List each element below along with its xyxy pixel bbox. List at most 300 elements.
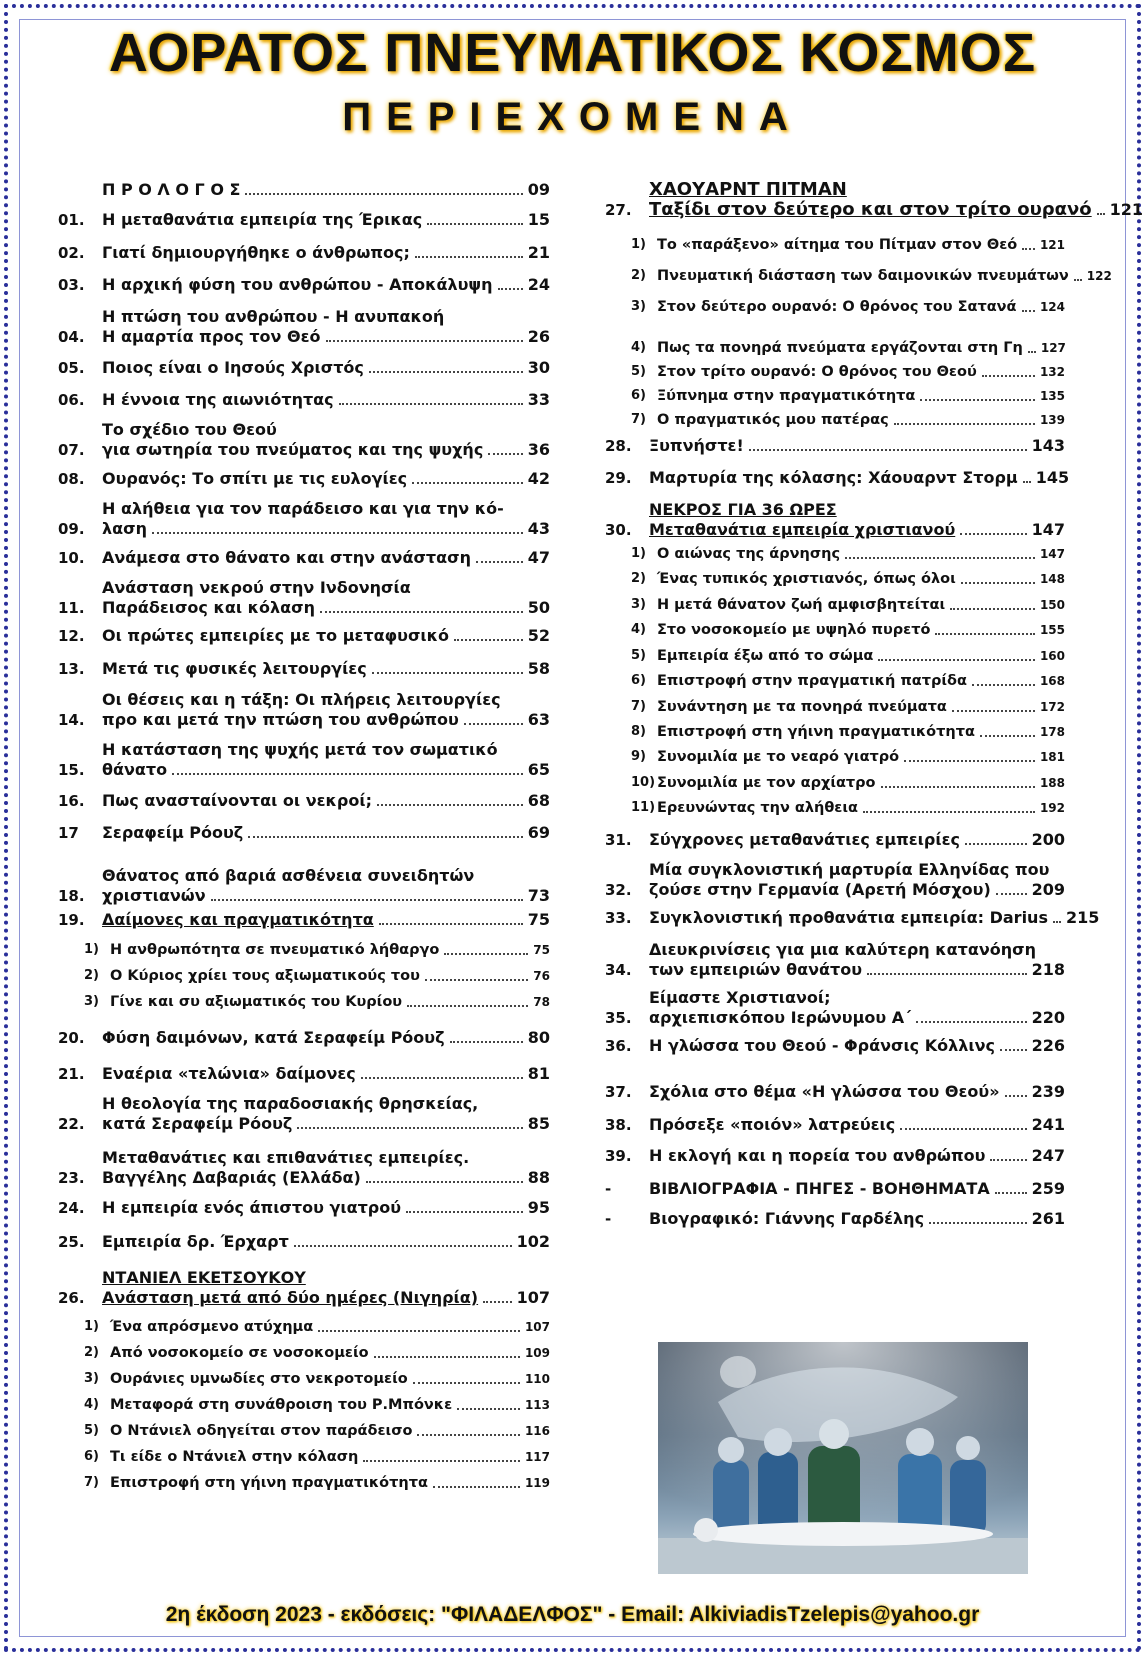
toc-entry-title: Η αρχική φύση του ανθρώπου - Αποκάλυψη [102,275,493,294]
toc-entry [605,1179,1065,1199]
toc-entry-line [110,1447,550,1467]
toc-entry [605,697,1065,717]
toc-entry-line [657,798,1065,818]
toc-entry-line [657,362,1065,382]
toc-entry [58,1198,550,1218]
toc-entry-body [102,469,550,489]
dot-leader [749,449,1027,451]
toc-entry-body [102,420,550,460]
toc-entry [58,499,550,539]
toc-entry [605,620,1065,640]
toc-entry-number: 2) [631,571,646,586]
toc-entry-line [102,440,550,460]
toc-entry-page: 110 [524,1372,550,1386]
toc-entry-body [110,1473,550,1493]
toc-entry-body [102,1094,550,1134]
toc-entry [605,595,1065,615]
toc-entry-line [102,1094,550,1114]
toc-entry-title: ζούσε στην Γερμανία (Αρετή Μόσχου) [649,880,991,899]
toc-entry-title: Ξυπνήστε! [649,436,744,455]
dot-leader [1028,351,1036,353]
toc-entry-title: Σχόλια στο θέμα «Η γλώσσα του Θεού» [649,1082,1000,1101]
toc-entry-body [110,992,550,1012]
toc-entry-line [102,791,550,811]
toc-entry-number: 6) [631,673,646,688]
toc-entry-line [649,1008,1065,1028]
dot-leader [960,533,1026,535]
toc-entry-title: Η εκλογή και η πορεία του ανθρώπου [649,1146,986,1165]
toc-entry-number: - [605,1210,612,1228]
toc-entry-number: 36. [605,1037,632,1055]
toc-entry [605,908,1100,928]
toc-entry-page: 116 [524,1424,550,1438]
toc-entry-page: 09 [527,180,550,199]
toc-entry-line [657,544,1065,564]
toc-entry-line [657,646,1065,666]
toc-entry-number: 26. [58,1289,85,1307]
toc-entry-title: Ξύπνημα στην πραγματικότητα [657,388,916,404]
toc-entry-page: 261 [1031,1209,1065,1228]
toc-entry-body [657,595,1065,615]
dot-leader [1005,1095,1027,1097]
toc-entry-title: Βιογραφικό: Γιάννης Γαρδέλης [649,1209,925,1228]
toc-entry-line [102,210,550,230]
toc-entry-body [102,866,550,906]
toc-entry-number: 2) [631,268,646,283]
toc-entry-body [657,671,1065,691]
toc-entry-line [657,747,1065,767]
toc-entry-title: των εμπειριών θανάτου [649,960,863,979]
toc-entry [605,362,1065,382]
toc-entry-number: 14. [58,711,85,729]
toc-entry-number: 10. [58,549,85,567]
toc-entry-line [102,740,550,760]
toc-entry-title: Δαίμονες και πραγματικότητα [102,910,374,929]
dot-leader [990,1159,1026,1161]
toc-entry-body [657,338,1065,358]
toc-entry-title: Η εμπειρία ενός άπιστου γιατρού [102,1198,402,1217]
dot-leader [476,561,523,563]
toc-entry-number: 19. [58,911,85,929]
toc-entry-title: Συνομιλία με το νεαρό γιατρό [657,749,900,765]
dot-leader [950,608,1035,610]
toc-entry-title: Το σχέδιο του Θεού [102,420,277,439]
dot-leader [878,659,1035,661]
toc-entry-line [102,1148,550,1168]
toc-entry-line [657,386,1065,406]
toc-entry-number: 13. [58,660,85,678]
toc-entry-page: 69 [527,823,550,842]
toc-entry-line [649,1115,1065,1135]
toc-entry-title: Η έννοια της αιωνιότητας [102,390,334,409]
toc-entry-page: 247 [1031,1146,1065,1165]
toc-entry-line [657,595,1065,615]
toc-entry-body [649,1146,1065,1166]
toc-entry-number: 27. [605,201,632,219]
toc-entry-line [102,1232,550,1252]
toc-entry-title: Στο νοσοκομείο με υψηλό πυρετό [657,622,931,638]
toc-entry-line [649,500,1065,520]
toc-entry-body [110,1317,550,1337]
toc-entry [605,798,1065,818]
toc-entry-title: Η μεταθανάτια εμπειρία της Έρικας [102,210,423,229]
toc-entry-body [657,620,1065,640]
toc-entry-title: Γίνε και συ αξιωματικός του Κυρίου [110,994,403,1010]
toc-entry-number: 09. [58,520,85,538]
toc-entry [605,544,1065,564]
dot-leader [1000,1049,1027,1051]
toc-entry-body [649,1115,1065,1135]
toc-entry-body [657,235,1065,255]
dot-leader [916,1021,1026,1023]
toc-entry-number: 04. [58,328,85,346]
toc-entry-body [102,626,550,646]
toc-entry-body [110,940,550,960]
toc-entry-line [657,620,1065,640]
toc-entry-page: 95 [527,1198,550,1217]
toc-entry-line [649,436,1065,456]
toc-entry-title: Ο αιώνας της άρνησης [657,546,841,562]
toc-entry-title: Σεραφείμ Ρόουζ [102,823,244,842]
toc-entry-page: 150 [1039,598,1065,612]
toc-entry-page: 58 [527,659,550,678]
toc-entry-body [657,362,1065,382]
toc-entry-number: 3) [631,299,646,314]
dot-leader [318,1330,520,1332]
toc-entry-line [110,1473,550,1493]
toc-entry-line [649,1209,1065,1229]
toc-entry-line [102,866,550,886]
toc-entry-line [102,275,550,295]
dot-leader [369,371,523,373]
toc-entry [58,690,550,730]
dot-leader [248,836,522,838]
toc-entry-body [102,180,550,200]
toc-entry-line [102,1028,550,1048]
toc-entry-page: 24 [527,275,550,294]
toc-entry-title: Συνάντηση με τα πονηρά πνεύματα [657,699,947,715]
toc-entry-page: 181 [1039,750,1065,764]
toc-entry-title: Μεταθανάτια εμπειρία χριστιανού [649,520,956,539]
toc-entry [605,235,1065,255]
toc-entry-page: 47 [527,548,550,567]
toc-entry [605,830,1065,850]
toc-entry-body [102,1148,550,1188]
toc-entry-title: Εναέρια «τελώνια» δαίμονες [102,1064,356,1083]
toc-entry-number: 3) [84,994,99,1009]
toc-entry-number: 7) [631,412,646,427]
toc-entry-page: 132 [1039,365,1065,379]
toc-entry-body [110,966,550,986]
toc-entry [605,940,1065,980]
toc-entry [58,307,550,347]
toc-entry-line [649,1146,1065,1166]
toc-entry-number: 35. [605,1009,632,1027]
toc-entry [58,578,550,618]
toc-entry-body [649,179,1144,220]
toc-entry [605,410,1065,430]
dot-leader [498,288,523,290]
toc-entry-number: 39. [605,1147,632,1165]
toc-entry-page: 135 [1039,389,1065,403]
toc-entry [58,1064,550,1084]
toc-entry-page: 65 [527,760,550,779]
toc-entry-line [657,722,1065,742]
toc-entry-body [657,798,1065,818]
dot-leader [377,804,523,806]
toc-entry-page: 192 [1039,801,1065,815]
toc-entry-title: για σωτηρία του πνεύματος και της ψυχής [102,440,484,459]
dot-leader [339,403,523,405]
toc-entry [605,988,1065,1028]
toc-entry-body [102,210,550,230]
toc-entry [58,992,550,1012]
toc-entry-number: 15. [58,761,85,779]
toc-entry-body [110,1395,550,1415]
toc-entry [58,910,550,930]
toc-entry-page: 172 [1039,700,1065,714]
toc-entry-title: Μαρτυρία της κόλασης: Χάουαρντ Στορμ [649,468,1018,487]
dot-leader [982,375,1035,377]
toc-entry-page: 80 [527,1028,550,1047]
toc-entry-title: Οι πρώτες εμπειρίες με το μεταφυσικό [102,626,449,645]
toc-entry-title: Μετά τις φυσικές λειτουργίες [102,659,367,678]
dot-leader [379,923,523,925]
toc-entry [605,266,1112,286]
toc-entry-page: 209 [1031,880,1065,899]
toc-entry-title: Επιστροφή στην πραγματική πατρίδα [657,673,967,689]
toc-entry [58,1148,550,1188]
toc-entry-page: 50 [527,598,550,617]
toc-entry-title: Στον τρίτο ουρανό: Ο θρόνος του Θεού [657,364,977,380]
toc-entry-line [657,569,1065,589]
toc-entry-title: Η αμαρτία προς τον Θεό [102,327,321,346]
toc-entry-title: Η ανθρωπότητα σε πνευματικό λήθαργο [110,942,440,958]
toc-entry-line [657,410,1065,430]
toc-entry-line [649,940,1065,960]
toc-entry-body [649,988,1065,1028]
toc-entry-page: 145 [1035,468,1070,487]
toc-entry-title: ΒΙΒΛΙΟΓΡΑΦΙΑ - ΠΗΓΕΣ - ΒΟΗΘΗΜΑΤΑ [649,1179,990,1198]
toc-entry-number: 37. [605,1083,632,1101]
dot-leader [900,1128,1026,1130]
toc-entry-body [649,908,1100,928]
toc-entry-page: 42 [527,469,550,488]
toc-entry-line [110,992,550,1012]
toc-entry-number: 6) [84,1449,99,1464]
toc-entry-line [657,697,1065,717]
toc-entry-title: Πρόσεξε «ποιόν» λατρεύεις [649,1115,896,1134]
dot-leader [245,193,522,195]
toc-entry-page: 160 [1039,649,1065,663]
toc-entry-number: 4) [631,340,646,355]
toc-entry-number: 10) [631,775,656,790]
cover-illustration [658,1342,1028,1574]
toc-entry-title: Π Ρ Ο Λ Ο Γ Ο Σ [102,180,241,199]
toc-entry-page: 220 [1031,1008,1065,1027]
toc-entry-title: Εμπειρία δρ. Έρχαρτ [102,1232,289,1251]
toc-entry-line [649,468,1070,488]
toc-entry-body [657,646,1065,666]
toc-entry [58,548,550,568]
toc-entry-line [102,548,550,568]
dot-leader [425,979,528,981]
toc-entry-page: 43 [527,519,550,538]
toc-entry [605,386,1065,406]
toc-entry [58,1268,550,1308]
toc-entry [58,1343,550,1363]
toc-entry-line [102,1114,550,1134]
dot-leader [845,557,1035,559]
toc-entry-title: Πως ανασταίνονται οι νεκροί; [102,791,372,810]
toc-entry-body [657,544,1065,564]
toc-entry-title: Ταξίδι στον δεύτερο και στον τρίτο ουρανό [649,199,1092,220]
toc-entry-title: Από νοσοκομείο σε νοσοκομείο [110,1345,369,1361]
toc-entry [58,1473,550,1493]
dot-leader [894,423,1035,425]
toc-entry [58,823,550,843]
toc-entry-line [657,338,1065,358]
toc-entry [58,358,550,378]
toc-entry-body [657,569,1065,589]
toc-entry-body [102,690,550,730]
toc-entry-page: 119 [524,1476,550,1490]
dot-leader [483,1301,512,1303]
toc-entry-page: 68 [527,791,550,810]
toc-entry-page: 218 [1031,960,1065,979]
toc-entry-title: Μεταφορά στη συνάθροιση του Ρ.Μπόνκε [110,1397,453,1413]
toc-entry-title: Μεταθανάτιες και επιθανάτιες εμπειρίες. [102,1148,470,1167]
toc-entry-title: θάνατο [102,760,168,779]
toc-entry-line [102,1064,550,1084]
toc-entry-body [657,747,1065,767]
toc-entry-body [649,1209,1065,1229]
dot-leader [433,1486,520,1488]
toc-entry-number: 32. [605,881,632,899]
toc-entry-title: ΝΕΚΡΟΣ ΓΙΑ 36 ΩΡΕΣ [649,500,837,519]
toc-entry-number: 3) [631,597,646,612]
toc-entry [605,1209,1065,1229]
toc-entry-page: 117 [524,1450,550,1464]
toc-entry-body [110,1421,550,1441]
dot-leader [952,710,1035,712]
toc-entry-number: 25. [58,1233,85,1251]
toc-entry-page: 88 [527,1168,550,1187]
toc-entry-number: 4) [84,1397,99,1412]
toc-entry-title: Επιστροφή στη γήινη πραγματικότητα [110,1475,428,1491]
toc-entry-body [102,1198,550,1218]
toc-entry [605,436,1065,456]
dot-leader [406,1211,523,1213]
toc-entry-number: 29. [605,469,632,487]
toc-entry-title: χριστιανών [102,886,206,905]
toc-entry-line [657,773,1065,793]
toc-entry-body [102,578,550,618]
toc-entry-number: 7) [631,699,646,714]
toc-entry-body [657,410,1065,430]
toc-entry-number: - [605,1180,612,1198]
toc-entry-page: 127 [1040,341,1066,355]
toc-entry-page: 81 [527,1064,550,1083]
toc-entry-title: Στον δεύτερο ουρανό: Ο θρόνος του Σατανά [657,299,1017,315]
toc-entry [58,1028,550,1048]
toc-entry [58,866,550,906]
toc-entry-number: 08. [58,470,85,488]
toc-entry-title: Ανάσταση νεκρού στην Ινδονησία [102,578,411,597]
page-title: ΑΟΡΑΤΟΣ ΠΝΕΥΜΑΤΙΚΟΣ ΚΟΣΜΟΣ [108,23,1037,83]
toc-entry-page: 85 [527,1114,550,1133]
toc-entry-number: 11. [58,599,85,617]
toc-entry-line [102,886,550,906]
toc-entry-line [110,1395,550,1415]
toc-entry-page: 147 [1031,520,1065,539]
dot-leader [867,973,1027,975]
toc-entry-line [649,960,1065,980]
toc-entry-title: Ανάσταση μετά από δύο ημέρες (Νιγηρία) [102,1288,479,1307]
dot-leader [363,1460,520,1462]
toc-entry-title: Βαγγέλης Δαβαριάς (Ελλάδα) [102,1168,361,1187]
toc-entry-number: 33. [605,909,632,927]
toc-entry-body [102,791,550,811]
toc-entry [58,791,550,811]
toc-entry-number: 4) [631,622,646,637]
toc-entry-page: 75 [533,943,550,957]
toc-entry-line [102,1288,550,1308]
toc-entry-line [102,420,550,440]
toc-entry [58,940,550,960]
toc-entry-page: 33 [527,390,550,409]
toc-entry-title: Ουράνιες υμνωδίες στο νεκροτομείο [110,1371,408,1387]
dot-leader [935,633,1034,635]
toc-entry [58,659,550,679]
toc-entry-number: 03. [58,276,85,294]
dot-leader [863,811,1035,813]
dot-leader [427,223,523,225]
toc-entry [58,210,550,230]
toc-entry-title: Ανάμεσα στο θάνατο και στην ανάσταση [102,548,471,567]
toc-entry-body [657,697,1065,717]
toc-entry-line [649,1036,1065,1056]
toc-entry-page: 121 [1039,238,1065,252]
toc-entry-title: αρχιεπισκόπου Ιερώνυμου Α΄ [649,1008,912,1027]
dot-leader [881,786,1035,788]
toc-entry-page: 124 [1039,300,1065,314]
dot-leader [1022,248,1035,250]
toc-entry [58,1447,550,1467]
toc-entry-number: 21. [58,1065,85,1083]
toc-entry-body [102,823,550,843]
toc-entry [605,1115,1065,1135]
toc-entry-title: Γιατί δημιουργήθηκε ο άνθρωπος; [102,243,410,262]
toc-entry-title: Η κατάσταση της ψυχής μετά τον σωματικό [102,740,498,759]
toc-entry-line [110,1421,550,1441]
toc-entry-number: 8) [631,724,646,739]
toc-entry-number: 17 [58,824,79,842]
toc-entry-body [649,1179,1065,1199]
toc-entry-line [649,1082,1065,1102]
toc-entry-title: Πνευματική διάσταση των δαιμονικών πνευμάτων [657,268,1069,284]
toc-entry-line [657,266,1112,286]
toc-entry-body [110,1447,550,1467]
toc-entry-number: 01. [58,211,85,229]
toc-entry-line [649,988,1065,1008]
toc-entry-body [102,548,550,568]
toc-entry [58,1421,550,1441]
toc-entry-page: 215 [1065,908,1100,927]
toc-entry-title: Πως τα πονηρά πνεύματα εργάζονται στη Γη [657,340,1023,356]
toc-entry-number: 05. [58,359,85,377]
toc-entry [58,420,550,460]
